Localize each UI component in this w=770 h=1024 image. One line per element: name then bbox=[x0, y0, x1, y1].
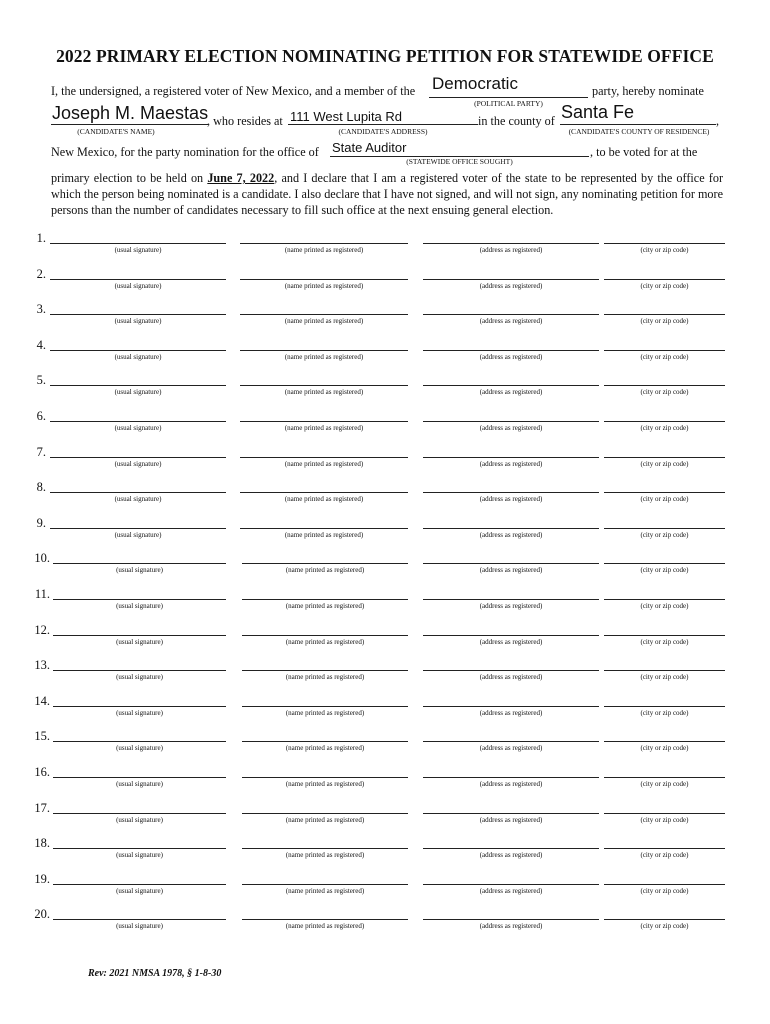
name-caption: (name printed as registered) bbox=[284, 352, 364, 361]
county-field-line[interactable] bbox=[560, 124, 716, 125]
name-caption: (name printed as registered) bbox=[284, 317, 364, 326]
signature-caption: (usual signature) bbox=[114, 281, 162, 290]
para-prefix: primary election to be held on bbox=[51, 171, 204, 185]
name-field[interactable] bbox=[242, 599, 408, 600]
city-field[interactable] bbox=[604, 599, 725, 600]
name-field[interactable] bbox=[242, 741, 408, 742]
address-field[interactable] bbox=[423, 350, 599, 351]
address-caption: (address as registered) bbox=[479, 424, 543, 432]
address-caption: (address as registered) bbox=[479, 922, 543, 931]
signature-field[interactable] bbox=[53, 777, 226, 778]
name-field[interactable] bbox=[240, 279, 408, 280]
address-caption: (address as registered) bbox=[479, 530, 543, 539]
row-number: 8. bbox=[36, 480, 46, 495]
candidate-name-caption: (CANDIDATE'S NAME) bbox=[77, 127, 155, 136]
address-caption: (address as registered) bbox=[479, 459, 543, 468]
signature-row bbox=[0, 373, 770, 409]
address-field[interactable] bbox=[423, 741, 599, 742]
declaration-line3-prefix: New Mexico, for the party nomination for the office of bbox=[51, 145, 319, 159]
row-number: 17. bbox=[34, 800, 50, 815]
name-caption: (name printed as registered) bbox=[285, 922, 365, 931]
address-caption: (address as registered) bbox=[479, 566, 543, 575]
signature-field[interactable] bbox=[50, 457, 226, 458]
name-field[interactable] bbox=[242, 706, 408, 707]
party-value[interactable]: Democratic bbox=[432, 74, 518, 93]
city-caption: (city or zip code) bbox=[640, 886, 689, 895]
city-caption: (city or zip code) bbox=[640, 637, 689, 646]
address-caption: (address as registered) bbox=[479, 352, 543, 361]
resides-text: , who resides at bbox=[207, 114, 283, 128]
row-number: 15. bbox=[34, 729, 50, 744]
city-caption: (city or zip code) bbox=[640, 352, 689, 361]
name-field[interactable] bbox=[242, 777, 408, 778]
city-field[interactable] bbox=[604, 919, 725, 920]
name-caption: (name printed as registered) bbox=[284, 281, 364, 290]
city-caption: (city or zip code) bbox=[640, 495, 689, 504]
city-caption: (city or zip code) bbox=[640, 744, 689, 753]
signature-caption: (usual signature) bbox=[114, 459, 162, 468]
county-text: in the county of bbox=[478, 114, 555, 128]
city-caption: (city or zip code) bbox=[640, 922, 689, 931]
signature-caption: (usual signature) bbox=[114, 495, 162, 504]
signature-row bbox=[0, 729, 770, 765]
address-caption: (address as registered) bbox=[479, 886, 543, 895]
name-field[interactable] bbox=[242, 635, 408, 636]
city-field[interactable] bbox=[604, 314, 725, 315]
row-number: 5. bbox=[36, 373, 46, 388]
row-number: 14. bbox=[34, 693, 50, 708]
address-caption: (address as registered) bbox=[479, 495, 543, 504]
row-number: 12. bbox=[34, 622, 50, 637]
name-caption: (name printed as registered) bbox=[285, 744, 365, 753]
declaration-line1-suffix: party, hereby nominate bbox=[592, 84, 704, 98]
address-field[interactable] bbox=[423, 457, 599, 458]
city-field[interactable] bbox=[604, 670, 725, 671]
city-caption: (city or zip code) bbox=[640, 566, 689, 575]
row-number: 2. bbox=[36, 266, 46, 281]
address-field[interactable] bbox=[423, 279, 599, 280]
address-field[interactable] bbox=[423, 314, 599, 315]
declaration-line3-suffix: , to be voted for at the bbox=[590, 145, 698, 159]
city-caption: (city or zip code) bbox=[640, 246, 689, 254]
city-caption: (city or zip code) bbox=[640, 780, 689, 788]
row-number: 16. bbox=[34, 765, 50, 779]
name-field[interactable] bbox=[240, 385, 408, 386]
signature-caption: (usual signature) bbox=[116, 602, 163, 610]
city-field[interactable] bbox=[604, 528, 725, 529]
city-caption: (city or zip code) bbox=[640, 708, 689, 717]
row-number: 10. bbox=[34, 551, 50, 566]
page-title: 2022 PRIMARY ELECTION NOMINATING PETITION FOR STATEWIDE OFFICE bbox=[56, 46, 714, 66]
address-field[interactable] bbox=[423, 706, 599, 707]
signature-caption: (usual signature) bbox=[114, 388, 162, 397]
row-number: 18. bbox=[34, 836, 50, 851]
signature-caption: (usual signature) bbox=[114, 352, 162, 361]
signature-caption: (usual signature) bbox=[116, 744, 163, 753]
county-caption: (CANDIDATE'S COUNTY OF RESIDENCE) bbox=[568, 127, 710, 136]
city-field[interactable] bbox=[604, 706, 725, 707]
signature-row bbox=[0, 658, 770, 694]
address-caption: (address as registered) bbox=[479, 708, 543, 717]
signature-row bbox=[0, 302, 770, 338]
address-field[interactable] bbox=[423, 884, 599, 885]
signature-caption: (usual signature) bbox=[116, 708, 163, 717]
signature-field[interactable] bbox=[53, 706, 226, 707]
city-field[interactable] bbox=[604, 279, 725, 280]
name-field[interactable] bbox=[242, 813, 408, 814]
city-field[interactable] bbox=[604, 741, 725, 742]
signature-row bbox=[0, 801, 770, 837]
address-value[interactable]: 111 West Lupita Rd bbox=[290, 109, 403, 124]
address-field[interactable] bbox=[423, 670, 599, 671]
name-field[interactable] bbox=[240, 492, 408, 493]
name-field[interactable] bbox=[240, 350, 408, 351]
name-caption: (name printed as registered) bbox=[285, 815, 365, 824]
row-number: 6. bbox=[36, 409, 46, 423]
city-field[interactable] bbox=[604, 243, 725, 244]
candidate-name-value[interactable]: Joseph M. Maestas bbox=[52, 103, 209, 123]
signature-field[interactable] bbox=[53, 635, 226, 636]
name-caption: (name printed as registered) bbox=[284, 459, 364, 468]
row-number: 7. bbox=[36, 444, 46, 459]
name-field[interactable] bbox=[242, 848, 408, 849]
address-caption: (address as registered) bbox=[479, 637, 543, 646]
city-field[interactable] bbox=[604, 492, 725, 493]
address-caption: (address as registered) bbox=[479, 246, 543, 254]
name-field[interactable] bbox=[242, 670, 408, 671]
signature-field[interactable] bbox=[50, 421, 226, 422]
name-caption: (name printed as registered) bbox=[285, 602, 365, 610]
row-number: 3. bbox=[36, 302, 46, 317]
address-caption: (address as registered) bbox=[479, 317, 543, 326]
address-field[interactable] bbox=[423, 563, 599, 564]
row-number: 4. bbox=[36, 337, 46, 352]
signature-field[interactable] bbox=[50, 350, 226, 351]
city-caption: (city or zip code) bbox=[640, 673, 689, 682]
signature-caption: (usual signature) bbox=[114, 530, 162, 539]
signature-row bbox=[0, 907, 770, 943]
signature-row bbox=[0, 480, 770, 516]
party-caption: (POLITICAL PARTY) bbox=[474, 99, 543, 108]
election-date: June 7, 2022 bbox=[207, 171, 275, 185]
signature-caption: (usual signature) bbox=[116, 780, 163, 788]
name-caption: (name printed as registered) bbox=[285, 566, 365, 575]
name-caption: (name printed as registered) bbox=[284, 530, 364, 539]
signature-row bbox=[0, 694, 770, 730]
name-caption: (name printed as registered) bbox=[284, 388, 364, 397]
address-caption: (address as registered) bbox=[479, 851, 543, 860]
city-field[interactable] bbox=[604, 421, 725, 422]
signature-row bbox=[0, 267, 770, 303]
row-number: 1. bbox=[36, 231, 46, 245]
address-caption: (address as registered) bbox=[479, 744, 543, 753]
address-caption: (address as registered) bbox=[479, 388, 543, 397]
address-field[interactable] bbox=[423, 777, 599, 778]
signature-caption: (usual signature) bbox=[116, 851, 163, 860]
city-field[interactable] bbox=[604, 848, 725, 849]
signature-field[interactable] bbox=[53, 919, 226, 920]
signature-caption: (usual signature) bbox=[116, 886, 163, 895]
name-caption: (name printed as registered) bbox=[285, 708, 365, 717]
name-field[interactable] bbox=[240, 314, 408, 315]
address-caption: (address as registered) bbox=[479, 673, 543, 682]
signature-field[interactable] bbox=[53, 848, 226, 849]
signature-caption: (usual signature) bbox=[116, 815, 163, 824]
name-field[interactable] bbox=[240, 243, 408, 244]
address-field[interactable] bbox=[423, 385, 599, 386]
signature-field[interactable] bbox=[53, 599, 226, 600]
address-field[interactable] bbox=[423, 492, 599, 493]
name-caption: (name printed as registered) bbox=[285, 851, 365, 860]
address-field[interactable] bbox=[423, 813, 599, 814]
address-caption: (address as registered) bbox=[479, 780, 543, 788]
office-caption: (STATEWIDE OFFICE SOUGHT) bbox=[406, 157, 513, 166]
footer-revision: Rev: 2021 NMSA 1978, § 1-8-30 bbox=[88, 968, 222, 979]
signature-field[interactable] bbox=[50, 528, 226, 529]
signature-field[interactable] bbox=[50, 243, 226, 244]
row-number: 19. bbox=[34, 871, 50, 886]
signature-caption: (usual signature) bbox=[116, 566, 163, 575]
name-field[interactable] bbox=[242, 919, 408, 920]
party-field-line[interactable] bbox=[429, 97, 588, 98]
city-caption: (city or zip code) bbox=[640, 459, 689, 468]
name-field[interactable] bbox=[242, 884, 408, 885]
address-field[interactable] bbox=[423, 848, 599, 849]
signature-field[interactable] bbox=[53, 813, 226, 814]
signature-row bbox=[0, 623, 770, 659]
name-field[interactable] bbox=[242, 563, 408, 564]
name-caption: (name printed as registered) bbox=[284, 424, 364, 432]
declaration-line1-prefix: I, the undersigned, a registered voter of New Mexico, and a member of the bbox=[51, 84, 416, 98]
name-caption: (name printed as registered) bbox=[285, 637, 365, 646]
name-caption: (name printed as registered) bbox=[284, 495, 364, 504]
row-number: 9. bbox=[36, 515, 46, 530]
address-caption: (address as registered) bbox=[479, 602, 543, 610]
signature-caption: (usual signature) bbox=[116, 922, 163, 931]
city-field[interactable] bbox=[604, 635, 725, 636]
city-field[interactable] bbox=[604, 813, 725, 814]
address-caption: (address as registered) bbox=[479, 815, 543, 824]
signature-field[interactable] bbox=[50, 492, 226, 493]
name-field[interactable] bbox=[240, 528, 408, 529]
signature-row bbox=[0, 836, 770, 872]
signature-caption: (usual signature) bbox=[116, 637, 163, 646]
signature-row bbox=[0, 872, 770, 908]
candidate-name-line[interactable] bbox=[51, 124, 208, 125]
declaration-paragraph bbox=[51, 170, 723, 218]
address-field[interactable] bbox=[423, 421, 599, 422]
city-field[interactable] bbox=[604, 350, 725, 351]
city-caption: (city or zip code) bbox=[640, 602, 689, 610]
address-field[interactable] bbox=[423, 528, 599, 529]
address-field[interactable] bbox=[423, 599, 599, 600]
signature-row bbox=[0, 516, 770, 552]
signature-caption: (usual signature) bbox=[114, 424, 162, 432]
city-caption: (city or zip code) bbox=[640, 815, 689, 824]
office-value[interactable]: State Auditor bbox=[332, 140, 407, 155]
signature-row bbox=[0, 551, 770, 587]
address-field[interactable] bbox=[423, 919, 599, 920]
signature-field[interactable] bbox=[53, 884, 226, 885]
signature-field[interactable] bbox=[50, 279, 226, 280]
name-caption: (name printed as registered) bbox=[284, 246, 364, 254]
name-field[interactable] bbox=[240, 457, 408, 458]
city-field[interactable] bbox=[604, 884, 725, 885]
line2-comma: , bbox=[716, 114, 720, 128]
signature-row bbox=[0, 338, 770, 374]
signature-caption: (usual signature) bbox=[116, 673, 163, 682]
signature-field[interactable] bbox=[53, 741, 226, 742]
address-field[interactable] bbox=[423, 243, 599, 244]
signature-field[interactable] bbox=[50, 385, 226, 386]
city-field[interactable] bbox=[604, 385, 725, 386]
signature-caption: (usual signature) bbox=[114, 317, 162, 326]
address-field-line[interactable] bbox=[288, 124, 478, 125]
county-value[interactable]: Santa Fe bbox=[561, 102, 635, 122]
name-caption: (name printed as registered) bbox=[285, 673, 365, 682]
para-rest: , and I declare that I am a registered voter of the state to be represented by the office for which the person being nominated is a candidate. I also declare that I have not signed, and will not sign, any nominating petition for more persons than the number of candidates necessary to fill such office at the next ensuing general election. bbox=[51, 171, 724, 217]
signature-row bbox=[0, 409, 770, 445]
city-caption: (city or zip code) bbox=[640, 388, 689, 397]
city-caption: (city or zip code) bbox=[640, 851, 689, 860]
signature-row bbox=[0, 231, 770, 267]
signature-row bbox=[0, 587, 770, 623]
signature-row bbox=[0, 445, 770, 481]
address-field[interactable] bbox=[423, 635, 599, 636]
city-field[interactable] bbox=[604, 563, 725, 564]
name-caption: (name printed as registered) bbox=[285, 886, 365, 895]
city-caption: (city or zip code) bbox=[640, 530, 689, 539]
address-caption: (CANDIDATE'S ADDRESS) bbox=[338, 127, 428, 136]
city-field[interactable] bbox=[604, 777, 725, 778]
signature-caption: (usual signature) bbox=[114, 246, 162, 254]
signature-field[interactable] bbox=[53, 563, 226, 564]
city-field[interactable] bbox=[604, 457, 725, 458]
row-number: 13. bbox=[34, 658, 50, 673]
city-caption: (city or zip code) bbox=[640, 317, 689, 326]
signature-row bbox=[0, 765, 770, 801]
signature-field[interactable] bbox=[53, 670, 226, 671]
row-number: 20. bbox=[34, 907, 50, 922]
name-caption: (name printed as registered) bbox=[285, 780, 365, 788]
city-caption: (city or zip code) bbox=[640, 424, 689, 432]
row-number: 11. bbox=[34, 587, 50, 601]
name-field[interactable] bbox=[240, 421, 408, 422]
address-caption: (address as registered) bbox=[479, 281, 543, 290]
city-caption: (city or zip code) bbox=[640, 281, 689, 290]
signature-field[interactable] bbox=[50, 314, 226, 315]
